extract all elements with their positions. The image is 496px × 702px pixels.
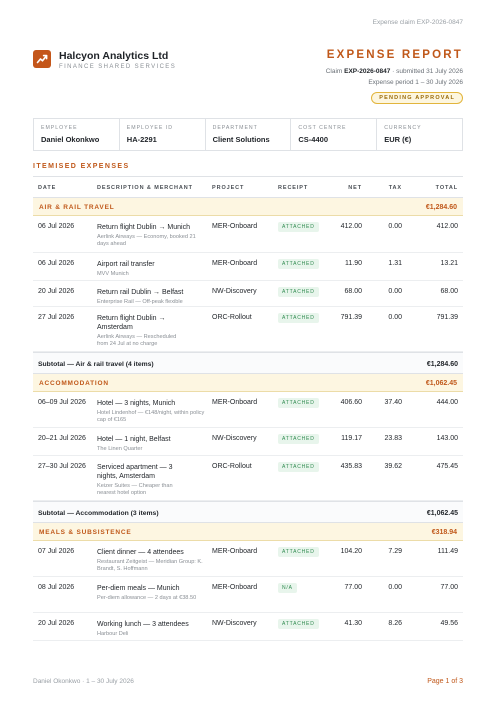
table-row [33,541,463,577]
item-description: Serviced apartment — 3 nights, Amsterdam Keizer Suites — Cheaper than nearest hotel option [97,463,192,498]
info-employee: EMPLOYEE Daniel Okonkwo [34,119,120,150]
receipt-badge[interactable]: ATTACHED [278,259,319,269]
item-project: MER-Onboard [212,584,258,591]
item-merchant: Aerlink Airways — Economy, booked 21 days ahead [97,233,196,247]
item-project: MER-Onboard [212,260,258,267]
company-division: FINANCE SHARED SERVICES [59,64,177,70]
table-row [33,577,463,613]
running-head: Expense claim EXP-2026-0847 [372,19,463,26]
table-row [33,253,463,281]
col-date: DATE [38,185,57,191]
item-net: 41.30 [344,620,362,627]
section-title: ITEMISED EXPENSES [33,163,130,170]
category-row [33,374,463,392]
subtotal-value: €1,062.45 [426,510,458,517]
item-merchant: Keizer Suites — Cheaper than nearest hotel option [97,482,173,496]
col-project: PROJECT [212,185,245,191]
item-date: 20–21 Jul 2026 [38,435,86,442]
receipt-badge[interactable]: ATTACHED [278,619,319,629]
item-date: 06 Jul 2026 [38,260,75,267]
receipt-badge[interactable]: ATTACHED [278,313,319,323]
item-total: 111.49 [437,548,458,555]
item-merchant: Restaurant Zeitgeist — Meridian Group: K. Brandt, S. Hoffmann [97,558,203,572]
item-project: MER-Onboard [212,399,258,406]
item-tax: 39.62 [384,463,402,470]
item-description: Return flight Dublin → Munich Aerlink Airways — Economy, booked 21 days ahead [97,223,207,249]
info-currency: CURRENCY EUR (€) [384,125,422,144]
info-cost-centre: COST CENTRE CS-4400 [291,119,377,150]
receipt-badge[interactable]: ATTACHED [278,398,319,408]
item-merchant: Enterprise Rail — Off-peak flexible [97,298,183,305]
item-tax: 0.00 [388,314,402,321]
item-description: Return flight Dublin → Amsterdam Aerlink Airways — Rescheduled from 24 Jul at no charge [97,314,185,349]
table-header [33,176,463,198]
item-project: ORC-Rollout [212,314,252,321]
company-name: Halcyon Analytics Ltd [59,50,169,62]
item-net: 11.90 [345,260,362,267]
item-project: MER-Onboard [212,548,258,555]
col-receipt: RECEIPT [278,185,309,191]
item-net: 77.00 [344,584,362,591]
item-description: Airport rail transfer MVV Munich [97,260,207,278]
item-project: NW-Discovery [212,435,257,442]
item-project: ORC-Rollout [212,463,252,470]
item-merchant: Per-diem allowance — 2 days at €38.50 [97,594,197,601]
subtotal-value: €1,284.60 [426,361,458,368]
subtotal-label: Subtotal — Accommodation (3 items) [38,510,159,517]
claim-line: Claim EXP-2026-0847 · submitted 31 July 2026 [325,68,463,75]
subtotal-label: Subtotal — Air & rail travel (4 items) [38,361,154,368]
expense-table [33,176,463,641]
item-date: 06 Jul 2026 [38,223,75,230]
item-net: 791.39 [340,314,362,321]
item-total: 49.56 [440,620,458,627]
item-tax: 7.29 [388,548,402,555]
table-row [33,216,463,253]
item-total: 68.00 [440,288,458,295]
item-tax: 0.00 [388,288,402,295]
item-net: 406.60 [340,399,362,406]
item-tax: 8.26 [388,620,402,627]
table-row [33,307,463,352]
table-row [33,613,463,641]
trend-up-icon [33,50,51,68]
receipt-badge[interactable]: ATTACHED [278,222,319,232]
item-date: 27–30 Jul 2026 [38,463,86,470]
col-tax: TAX [388,185,402,191]
receipt-badge[interactable]: ATTACHED [278,287,319,297]
item-date: 08 Jul 2026 [38,584,75,591]
item-total: 13.21 [440,260,458,267]
item-description: Per-diem meals — Munich Per-diem allowance — 2 days at €38.50 [97,584,207,602]
item-net: 104.20 [340,548,362,555]
item-net: 412.00 [340,223,362,230]
receipt-badge[interactable]: ATTACHED [278,547,319,557]
item-total: 444.00 [436,399,458,406]
item-tax: 0.00 [388,223,402,230]
item-description: Client dinner — 4 attendees Restaurant Zeitgeist — Meridian Group: K. Brandt, S. Hoffmann [97,548,207,574]
item-total: 791.39 [436,314,458,321]
item-project: NW-Discovery [212,620,257,627]
item-description: Hotel — 1 night, Belfast The Linen Quarter [97,435,207,453]
item-tax: 37.40 [384,399,402,406]
category-row [33,523,463,541]
receipt-badge[interactable]: N/A [278,583,297,593]
claim-id: EXP-2026-0847 [344,68,391,75]
item-merchant: MVV Munich [97,270,129,277]
category-name: MEALS & SUBSISTENCE [39,529,132,536]
category-total: €318.94 [431,529,457,536]
footer-left: Daniel Okonkwo · 1 – 30 July 2026 [33,678,134,685]
item-project: MER-Onboard [212,223,258,230]
item-date: 27 Jul 2026 [38,314,75,321]
item-date: 20 Jul 2026 [38,620,75,627]
col-total: TOTAL [435,185,458,191]
receipt-badge[interactable]: ATTACHED [278,462,319,472]
item-net: 119.17 [341,435,362,442]
expense-period: Expense period 1 – 30 July 2026 [368,79,463,86]
item-tax: 0.00 [388,584,402,591]
item-merchant: Aerlink Airways — Rescheduled from 24 Jul at no charge [97,333,177,347]
item-date: 06–09 Jul 2026 [38,399,86,406]
table-row [33,456,463,501]
category-total: €1,284.60 [425,204,457,211]
item-description: Hotel — 3 nights, Munich Hotel Lindenhof — €148/night, within policy cap of €165 [97,399,207,425]
item-date: 07 Jul 2026 [38,548,75,555]
item-net: 68.00 [344,288,362,295]
item-description: Working lunch — 3 attendees Harbour Deli [97,620,207,638]
info-department: DEPARTMENT Client Solutions [206,119,292,150]
item-merchant: Harbour Deli [97,630,129,637]
subtotal-row [33,501,463,523]
category-row [33,198,463,216]
report-header [33,48,463,108]
page-number: Page 1 of 3 [427,678,463,685]
col-description: DESCRIPTION & MERCHANT [97,185,193,191]
info-employee-id: EMPLOYEE ID HA-2291 [120,119,206,150]
status-badge: PENDING APPROVAL [371,92,463,104]
item-merchant: Hotel Lindenhof — €148/night, within policy cap of €165 [97,409,205,423]
category-name: ACCOMMODATION [39,380,109,387]
item-merchant: The Linen Quarter [97,445,143,452]
item-total: 143.00 [436,435,458,442]
report-title: EXPENSE REPORT [326,49,463,61]
category-name: AIR & RAIL TRAVEL [39,204,115,211]
subtotal-row [33,352,463,374]
item-project: NW-Discovery [212,288,257,295]
table-row [33,281,463,307]
receipt-badge[interactable]: ATTACHED [278,434,319,444]
employee-info-grid [33,118,463,151]
item-net: 435.83 [340,463,362,470]
item-date: 20 Jul 2026 [38,288,75,295]
item-tax: 23.83 [384,435,402,442]
item-description: Return rail Dublin → Belfast Enterprise Rail — Off-peak flexible [97,288,237,306]
table-row [33,428,463,456]
item-total: 77.00 [440,584,458,591]
category-total: €1,062.45 [425,380,457,387]
table-row [33,392,463,428]
item-total: 475.45 [436,463,458,470]
item-total: 412.00 [436,223,458,230]
item-tax: 1.31 [388,260,402,267]
col-net: NET [348,185,362,191]
